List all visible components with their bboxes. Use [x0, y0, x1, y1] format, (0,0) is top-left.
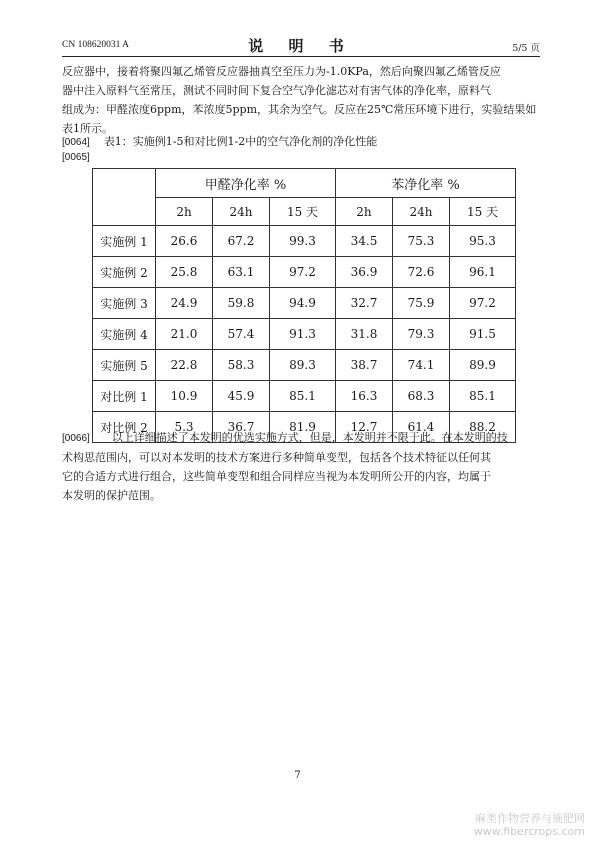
caption-text: 表1：实施例1-5和对比例1-2中的空气净化剂的净化性能	[103, 135, 378, 148]
page-number: 7	[294, 770, 301, 781]
column-header: 15 天	[449, 198, 515, 226]
table-cell: 68.3	[392, 381, 449, 412]
text-line	[62, 428, 545, 448]
table-cell: 59.8	[213, 288, 270, 319]
table-cell: 57.4	[213, 319, 270, 350]
group-header-formaldehyde: 甲醛净化率 %	[156, 169, 336, 198]
table-cell: 21.0	[156, 319, 213, 350]
column-header: 2h	[156, 198, 213, 226]
table-row	[93, 381, 516, 412]
table-row	[93, 288, 516, 319]
row-label: 对比例 2	[93, 412, 156, 443]
header-divider	[62, 56, 540, 57]
text-line: 术构思范围内，可以对本发明的技术方案进行多种简单变型，包括各个技术特征以任何其	[62, 451, 491, 464]
text-line: 它的合适方式进行组合，这些简单变型和组合同样应当视为本发明所公开的内容，均属于	[62, 470, 491, 483]
text-line: 器中注入原料气至常压，测试不同时间下复合空气净化滤芯对有害气体的净化率，原料气	[62, 84, 491, 97]
table-cell: 91.3	[270, 319, 336, 350]
paragraph-intro	[62, 62, 545, 138]
column-header: 2h	[335, 198, 392, 226]
patent-number: CN 108620031 A	[62, 40, 130, 50]
watermark	[474, 812, 585, 838]
column-header: 24h	[392, 198, 449, 226]
table-cell: 75.3	[392, 226, 449, 257]
table-cell: 89.9	[449, 350, 515, 381]
table-cell: 85.1	[449, 381, 515, 412]
text-line: 反应器中，接着将聚四氟乙烯管反应器抽真空至压力为-1.0KPa，然后向聚四氟乙烯管反应	[62, 65, 501, 78]
paragraph-tag: [0066]	[62, 433, 90, 444]
table-cell: 89.3	[270, 350, 336, 381]
page-info: 5/5 页	[512, 43, 540, 54]
table-cell: 88.2	[449, 412, 515, 443]
table-caption	[62, 133, 377, 149]
group-header-benzene: 苯净化率 %	[335, 169, 515, 198]
table-cell: 67.2	[213, 226, 270, 257]
table-cell: 96.1	[449, 257, 515, 288]
table-cell: 81.9	[270, 412, 336, 443]
table-cell: 16.3	[335, 381, 392, 412]
column-header: 15 天	[270, 198, 336, 226]
table-cell: 24.9	[156, 288, 213, 319]
table-cell: 72.6	[392, 257, 449, 288]
table-cell: 75.9	[392, 288, 449, 319]
table-cell: 74.1	[392, 350, 449, 381]
table-cell: 36.7	[213, 412, 270, 443]
table-cell: 61.4	[392, 412, 449, 443]
paragraph-tag: [0065]	[62, 152, 90, 163]
table-cell: 79.3	[392, 319, 449, 350]
purification-table	[92, 168, 516, 443]
table-cell: 34.5	[335, 226, 392, 257]
paragraph-conclusion	[62, 428, 545, 505]
row-label: 实施例 2	[93, 257, 156, 288]
table-cell: 38.7	[335, 350, 392, 381]
row-label: 实施例 1	[93, 226, 156, 257]
table-cell: 97.2	[270, 257, 336, 288]
table-cell: 85.1	[270, 381, 336, 412]
table-row	[93, 226, 516, 257]
watermark-line: 麻类作物营养与施肥网	[475, 812, 585, 825]
column-header: 24h	[213, 198, 270, 226]
table-row	[93, 350, 516, 381]
table-cell: 58.3	[213, 350, 270, 381]
line-text: 以上详细描述了本发明的优选实施方式，但是，本发明并不限于此。在本发明的技	[111, 431, 508, 444]
table-cell: 99.3	[270, 226, 336, 257]
table-header-row	[93, 169, 516, 198]
text-line: 组成为：甲醛浓度6ppm，苯浓度5ppm，其余为空气。反应在25℃常压环境下进行，实验结果如	[62, 103, 537, 116]
table-subheader-row	[93, 198, 516, 226]
table-cell: 32.7	[335, 288, 392, 319]
row-label: 实施例 3	[93, 288, 156, 319]
row-label: 实施例 4	[93, 319, 156, 350]
table-cell: 91.5	[449, 319, 515, 350]
table-cell: 25.8	[156, 257, 213, 288]
corner-cell	[93, 169, 156, 226]
row-label: 对比例 1	[93, 381, 156, 412]
row-label: 实施例 5	[93, 350, 156, 381]
table-cell: 97.2	[449, 288, 515, 319]
watermark-line: www.fibercrops.com	[473, 825, 585, 838]
table-cell: 63.1	[213, 257, 270, 288]
table-cell: 95.3	[449, 226, 515, 257]
table-cell: 31.8	[335, 319, 392, 350]
table-cell: 26.6	[156, 226, 213, 257]
table-cell: 94.9	[270, 288, 336, 319]
document-title: 说 明 书	[248, 37, 354, 55]
text-line: 表1所示。	[62, 122, 113, 135]
text-line: 本发明的保护范围。	[62, 489, 161, 502]
table-cell: 22.8	[156, 350, 213, 381]
table-row	[93, 319, 516, 350]
table-row	[93, 257, 516, 288]
page-header	[62, 38, 540, 54]
paragraph-tag: [0064]	[62, 137, 90, 148]
table-cell: 36.9	[335, 257, 392, 288]
table-cell: 12.7	[335, 412, 392, 443]
table-cell: 10.9	[156, 381, 213, 412]
table-cell: 5.3	[156, 412, 213, 443]
table-cell: 45.9	[213, 381, 270, 412]
